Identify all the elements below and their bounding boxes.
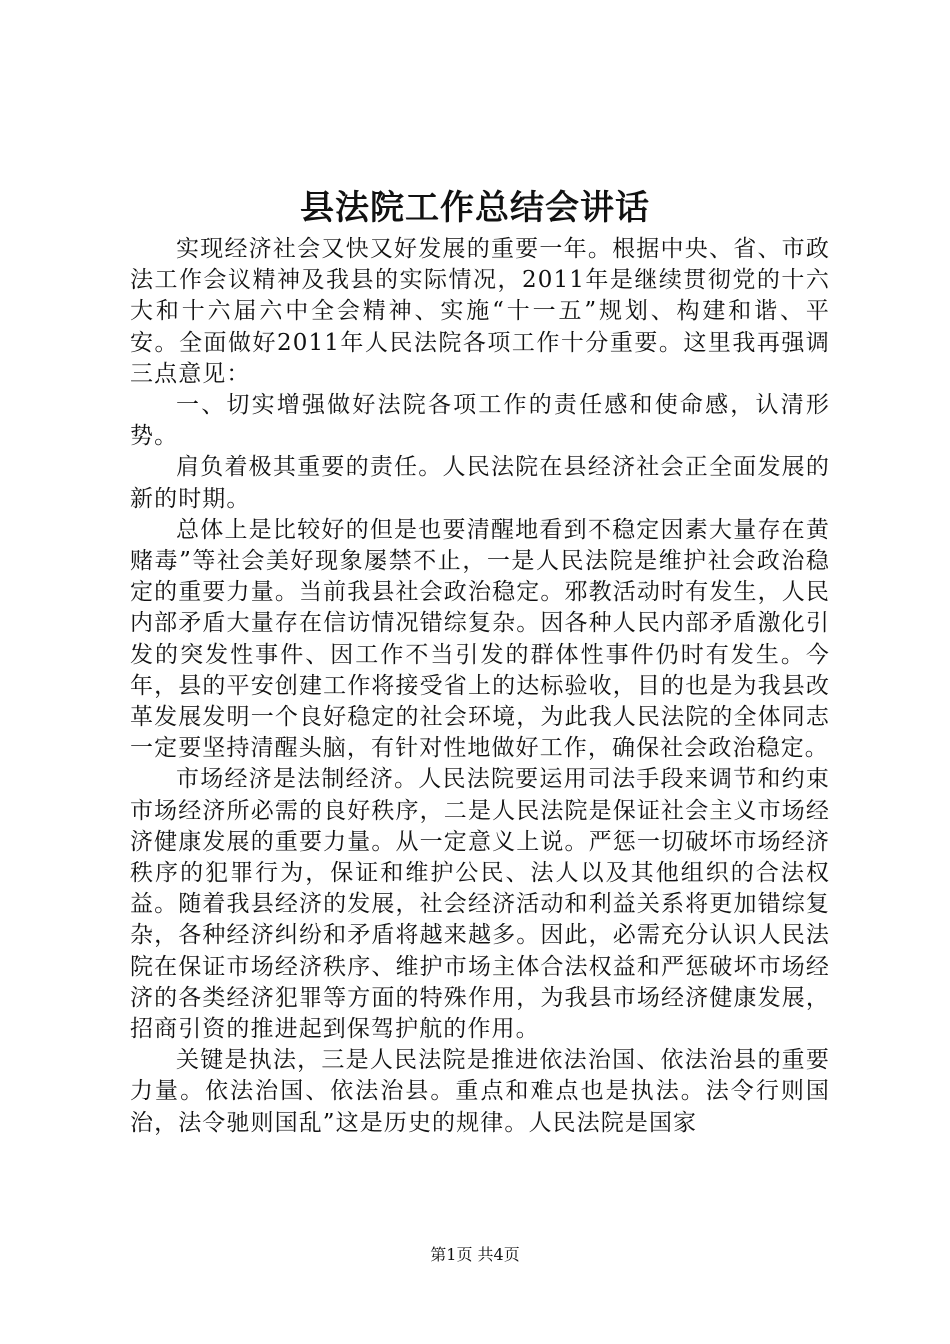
paragraph: 实现经济社会又快又好发展的重要一年。根据中央、省、市政法工作会议精神及我县的实际情况，2011年是继续贯彻党的十六大和十六届六中全会精神、实施“十一五”规划、构建和谐、平安。全面做好2011年人民法院各项工作十分重要。这里我再强调三点意见：	[130, 236, 830, 387]
paragraph: 一、切实增强做好法院各项工作的责任感和使命感，认清形势。	[130, 392, 830, 450]
document-title: 县法院工作总结会讲话	[300, 188, 650, 228]
paragraph: 肩负着极其重要的责任。人民法院在县经济社会正全面发展的新的时期。	[130, 454, 830, 512]
document-body	[130, 234, 830, 1139]
paragraph: 市场经济是法制经济。人民法院要运用司法手段来调节和约束市场经济所必需的良好秩序，二是人民法院是保证社会主义市场经济健康发展的重要力量。从一定意义上说。严惩一切破坏市场经济秩序的犯罪行为，保证和维护公民、法人以及其他组织的合法权益。随着我县经济的发展，社会经济活动和利益关系将更加错综复杂，各种经济纠纷和矛盾将越来越多。因此，必需充分认识人民法院在保证市场经济秩序、维护市场主体合法权益和严惩破坏市场经济的各类经济犯罪等方面的特殊作用，为我县市场经济健康发展，招商引资的推进起到保驾护航的作用。	[130, 766, 830, 1043]
paragraph: 总体上是比较好的但是也要清醒地看到不稳定因素大量存在黄赌毒”等社会美好现象屡禁不止，一是人民法院是维护社会政治稳定的重要力量。当前我县社会政治稳定。邪教活动时有发生，人民内部矛盾大量存在信访情况错综复杂。因各种人民内部矛盾激化引发的突发性事件、因工作不当引发的群体性事件仍时有发生。今年，县的平安创建工作将接受省上的达标验收，目的也是为我县改革发展发明一个良好稳定的社会环境，为此我人民法院的全体同志一定要坚持清醒头脑，有针对性地做好工作，确保社会政治稳定。	[130, 516, 830, 762]
paragraph: 关键是执法，三是人民法院是推进依法治国、依法治县的重要力量。依法治国、依法治县。重点和难点也是执法。法令行则国治，法令驰则国乱”这是历史的规律。人民法院是国家	[130, 1047, 830, 1136]
page-footer: 第1页 共4页	[430, 1245, 520, 1264]
